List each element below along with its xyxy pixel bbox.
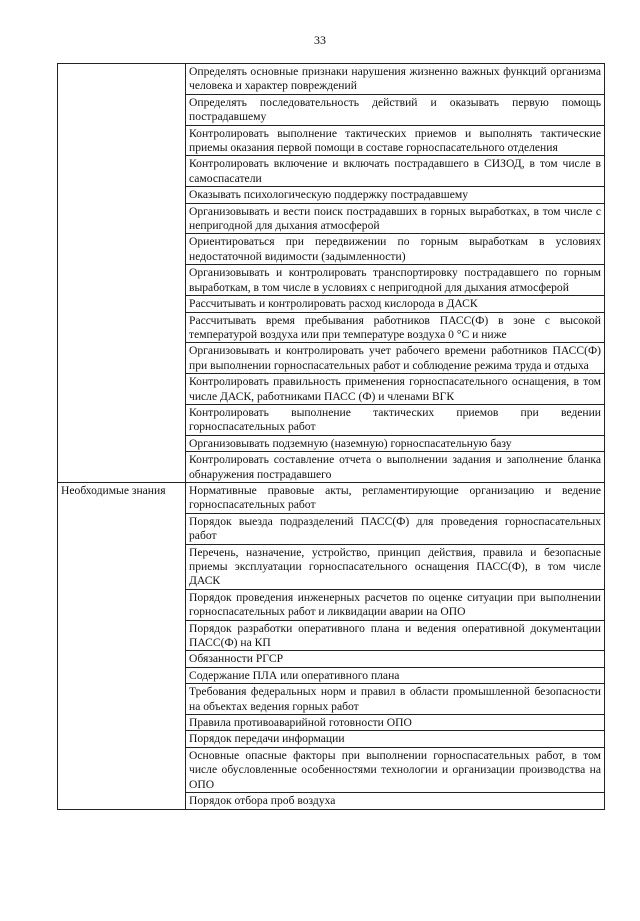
skills-item: Контролировать правильность применения горноспасательного оснащения, в том числе ДАСК, работниками ПАСС (Ф) и членами ВГК (186, 374, 605, 405)
skills-item: Контролировать включение и включать пострадавшего в СИЗОД, в том числе в самоспасатели (186, 156, 605, 187)
skills-item: Организовывать и контролировать учет рабочего времени работников ПАСС(Ф) при выполнении горноспасательных работ и соблюдение режима труда и отдыха (186, 343, 605, 374)
skills-item: Организовывать и контролировать транспортировку пострадавшего по горным выработкам, в том числе в условиях с непригодной для дыхания атмосферой (186, 265, 605, 296)
knowledge-item: Перечень, назначение, устройство, принцип действия, правила и безопасные приемы эксплуатации горноспасательного оснащения ПАСС(Ф), в том числе ДАСК (186, 544, 605, 589)
skills-item: Ориентироваться при передвижении по горным выработкам в условиях недостаточной видимости (задымленности) (186, 234, 605, 265)
knowledge-item: Порядок разработки оперативного плана и ведения оперативной документации ПАСС(Ф) на КП (186, 620, 605, 651)
page-number: 33 (314, 33, 326, 47)
knowledge-item: Требования федеральных норм и правил в области промышленной безопасности на объектах ведения горных работ (186, 684, 605, 715)
skills-item: Рассчитывать время пребывания работников ПАСС(Ф) в зоне с высокой температурой воздуха или при температуре воздуха 0 °С и ниже (186, 312, 605, 343)
knowledge-item: Обязанности РГСР (186, 651, 605, 667)
knowledge-label-cell: Необходимые знания (58, 482, 186, 809)
skills-item: Определять основные признаки нарушения жизненно важных функций организма человека и характер повреждений (186, 64, 605, 95)
skills-label-cell (58, 64, 186, 483)
skills-item: Контролировать составление отчета о выполнении задания и заполнение бланка обнаружения пострадавшего (186, 452, 605, 483)
knowledge-item: Основные опасные факторы при выполнении горноспасательных работ, в том числе обусловленные особенностями технологии и организации производства на ОПО (186, 747, 605, 792)
knowledge-item: Порядок выезда подразделений ПАСС(Ф) для проведения горноспасательных работ (186, 513, 605, 544)
skills-item: Оказывать психологическую поддержку пострадавшему (186, 187, 605, 203)
knowledge-row (58, 482, 605, 513)
skills-item: Определять последовательность действий и оказывать первую помощь пострадавшему (186, 94, 605, 125)
knowledge-item: Содержание ПЛА или оперативного плана (186, 667, 605, 683)
knowledge-item: Правила противоаварийной готовности ОПО (186, 715, 605, 731)
skills-item: Организовывать и вести поиск пострадавших в горных выработках, в том числе с непригодной для дыхания атмосферой (186, 203, 605, 234)
skills-item: Контролировать выполнение тактических приемов и выполнять тактические приемы оказания первой помощи в составе горноспасательного отделения (186, 125, 605, 156)
knowledge-item: Порядок передачи информации (186, 731, 605, 747)
skills-item: Организовывать подземную (наземную) горноспасательную базу (186, 435, 605, 451)
skills-row (58, 64, 605, 95)
knowledge-item: Нормативные правовые акты, регламентирующие организацию и ведение горноспасательных работ (186, 482, 605, 513)
skills-item: Рассчитывать и контролировать расход кислорода в ДАСК (186, 296, 605, 312)
competency-table (57, 63, 605, 810)
knowledge-item: Порядок проведения инженерных расчетов по оценке ситуации при выполнении горноспасательных работ и ликвидации аварии на ОПО (186, 589, 605, 620)
skills-item: Контролировать выполнение тактических приемов при ведении горноспасательных работ (186, 404, 605, 435)
knowledge-item: Порядок отбора проб воздуха (186, 793, 605, 809)
